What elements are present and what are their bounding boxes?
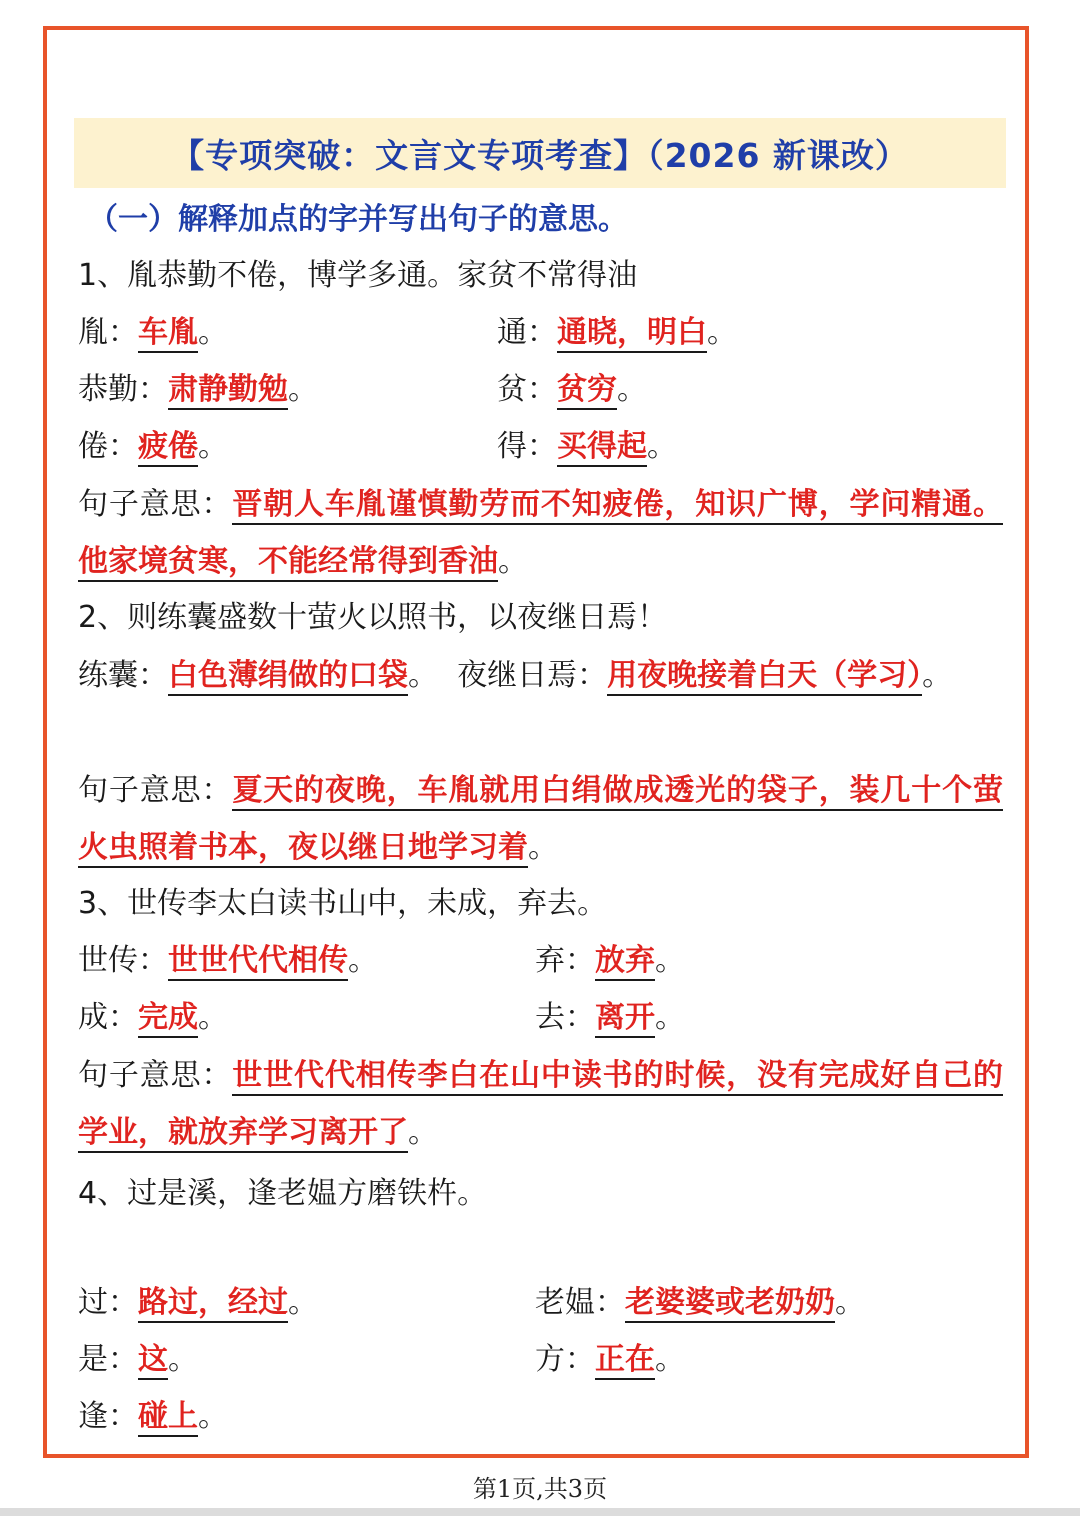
answer: 正在: [595, 1342, 655, 1380]
bottom-strip: [0, 1508, 1080, 1516]
q1-term-3: 恭勤：肃静勤勉。: [78, 370, 318, 410]
q4-term-4: 方：正在。: [535, 1340, 685, 1380]
q4-term-2: 老媪：老婆婆或老奶奶。: [535, 1283, 865, 1323]
q3-term-3: 成：完成。: [78, 998, 228, 1038]
q3-term-1: 世传：世世代代相传。: [78, 941, 378, 981]
answer: 疲倦: [138, 429, 198, 467]
q4-term-5: 逢：碰上。: [78, 1397, 228, 1437]
page-border: [43, 26, 1029, 1458]
answer: 路过，经过: [138, 1285, 288, 1323]
answer: 完成: [138, 1000, 198, 1038]
answer: 肃静勤勉: [168, 372, 288, 410]
answer: 这: [138, 1342, 168, 1380]
page-title-text: 【专项突破：文言文专项考查】（2026 新课改）: [171, 135, 909, 175]
q3-meaning: 句子意思：世世代代相传李白在山中读书的时候，没有完成好自己的学业，就放弃学习离开了。: [78, 1047, 1003, 1161]
answer: 车胤: [138, 315, 198, 353]
answer: 晋朝人车胤谨慎勤劳而不知疲倦，知识广博，学问精通。他家境贫寒，不能经常得到香油: [78, 487, 1003, 582]
q3-term-4: 去：离开。: [535, 998, 685, 1038]
q1-term-6: 得：买得起。: [497, 427, 677, 467]
q2-meaning: 句子意思：夏天的夜晚，车胤就用白绢做成透光的袋子，装几十个萤火虫照着书本，夜以继日地学习着。: [78, 762, 1003, 876]
answer: 世世代代相传: [168, 943, 348, 981]
answer: 通晓，明白: [557, 315, 707, 353]
answer: 买得起: [557, 429, 647, 467]
answer: 老婆婆或老奶奶: [625, 1285, 835, 1323]
answer: 夏天的夜晚，车胤就用白绢做成透光的袋子，装几十个萤火虫照着书本，夜以继日地学习着: [78, 773, 1003, 868]
answer: 碰上: [138, 1399, 198, 1437]
answer: 白色薄绢做的口袋: [168, 658, 408, 696]
answer: 贫穷: [557, 372, 617, 410]
section-heading: （一）解释加点的字并写出句子的意思。: [88, 202, 628, 237]
page-title: [74, 118, 1006, 188]
q4-term-3: 是：这。: [78, 1340, 198, 1380]
answer: 离开: [595, 1000, 655, 1038]
q4-sentence: 4、过是溪，逢老媪方磨铁杵。: [78, 1176, 488, 1211]
q1-term-2: 通：通晓，明白。: [497, 313, 737, 353]
answer: 放弃: [595, 943, 655, 981]
q2-sentence: 2、则练囊盛数十萤火以照书，以夜继日焉！: [78, 600, 668, 635]
q1-term-1: 胤：车胤。: [78, 313, 228, 353]
answer: 世世代代相传李白在山中读书的时候，没有完成好自己的学业，就放弃学习离开了: [78, 1058, 1003, 1153]
answer: 用夜晚接着白天（学习）: [607, 658, 922, 696]
q3-term-2: 弃：放弃。: [535, 941, 685, 981]
q1-term-4: 贫：贫穷。: [497, 370, 647, 410]
q1-term-5: 倦：疲倦。: [78, 427, 228, 467]
q2-terms: 练囊：白色薄绢做的口袋。 夜继日焉：用夜晚接着白天（学习）。: [78, 647, 1003, 704]
q1-meaning: 句子意思：晋朝人车胤谨慎勤劳而不知疲倦，知识广博，学问精通。他家境贫寒，不能经常得到香油。: [78, 476, 1003, 590]
page-number: 第1页,共3页: [472, 1475, 608, 1503]
q4-term-1: 过：路过，经过。: [78, 1283, 318, 1323]
q1-sentence: 1、胤恭勤不倦，博学多通。家贫不常得油: [78, 258, 638, 293]
q3-sentence: 3、世传李太白读书山中，未成，弃去。: [78, 886, 608, 921]
